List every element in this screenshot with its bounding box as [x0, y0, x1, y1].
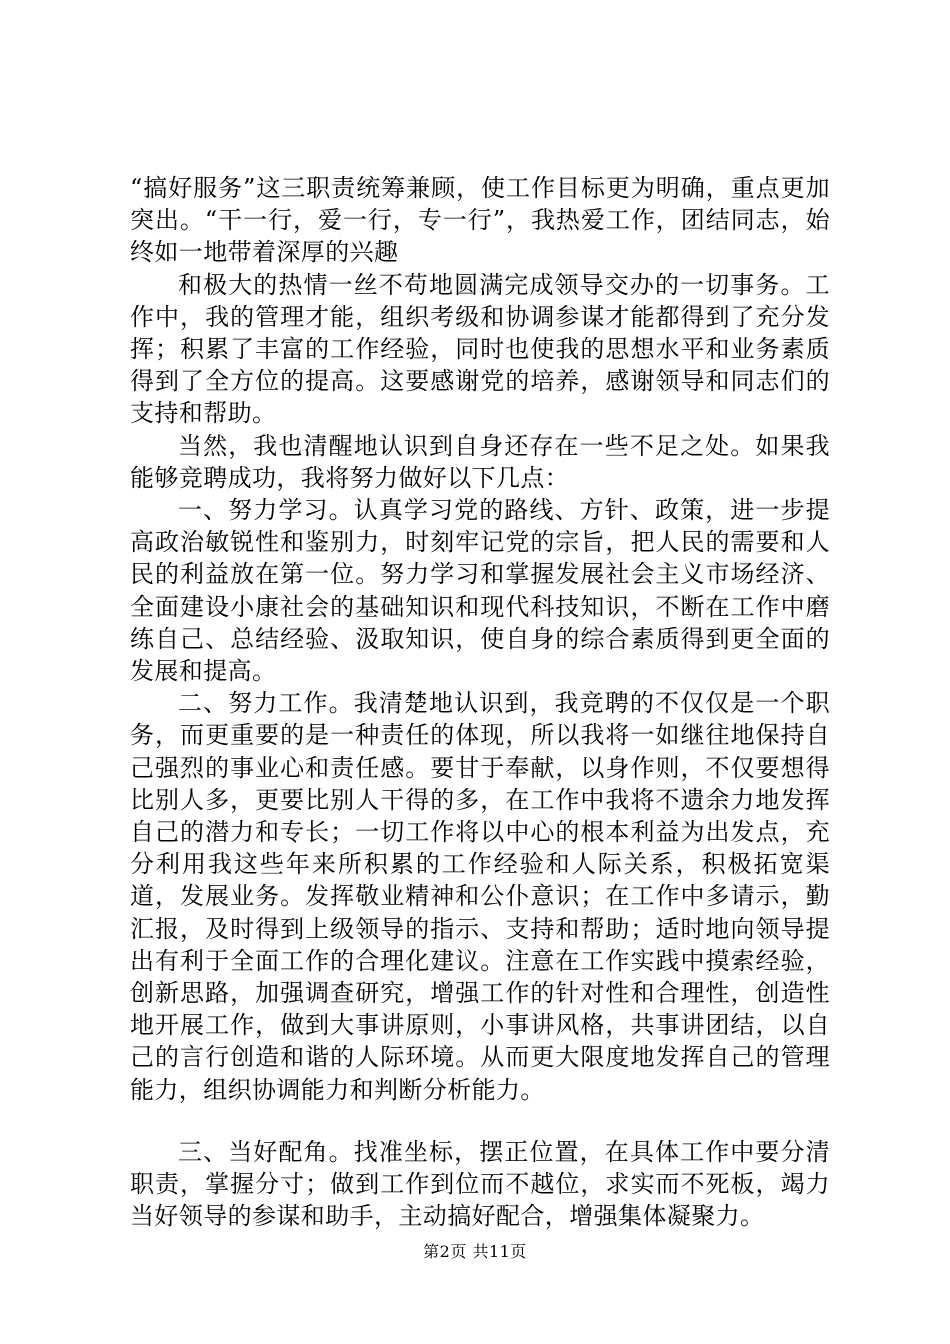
paragraph-work-performance: 和极大的热情一丝不苟地圆满完成领导交办的一切事务。工作中，我的管理才能，组织考级和协调参谋才能都得到了充分发挥；积累了丰富的工作经验，同时也使我的思想水平和业务素质得到了全方位的提高。这要感谢党的培养，感谢领导和同志们的支持和帮助。	[130, 270, 830, 428]
document-body	[130, 172, 830, 1233]
paragraph-continuation: “搞好服务”这三职责统筹兼顾，使工作目标更为明确，重点更加突出。“干一行，爱一行，专一行”，我热爱工作，团结同志，始终如一地带着深厚的兴趣	[130, 174, 830, 267]
page-number-label: 第2页 共11页	[423, 1242, 527, 1261]
paragraph-point-three-support-role: 三、当好配角。找准坐标，摆正位置，在具体工作中要分清职责，掌握分寸；做到工作到位而不越位，求实而不死板，竭力当好领导的参谋和助手，主动搞好配合，增强集体凝聚力。	[130, 1137, 830, 1231]
paragraph-point-two-work: 二、努力工作。我清楚地认识到，我竞聘的不仅仅是一个职务，而更重要的是一种责任的体现，所以我将一如继往地保持自己强烈的事业心和责任感。要甘于奉献，以身作则，不仅要想得比别人多，更要比别人干得的多，在工作中我将不遗余力地发挥自己的潜力和专长；一切工作将以中心的根本利益为出发点，充分利用我这些年来所积累的工作经验和人际关系，积极拓宽渠道，发展业务。发挥敬业精神和公仆意识；在工作中多请示，勤汇报，及时得到上级领导的指示、支持和帮助；适时地向领导提出有利于全面工作的合理化建议。注意在工作实践中摸索经验，创新思路，加强调查研究，增强工作的针对性和合理性，创造性地开展工作，做到大事讲原则，小事讲风格，共事讲团结，以自己的言行创造和谐的人际环境。从而更大限度地发挥自己的管理能力，组织协调能力和判断分析能力。	[130, 689, 830, 1104]
page-footer	[0, 1242, 950, 1262]
paragraph-point-one-study: 一、努力学习。认真学习党的路线、方针、政策，进一步提高政治敏锐性和鉴别力，时刻牢记党的宗旨，把人民的需要和人民的利益放在第一位。努力学习和掌握发展社会主义市场经济、全面建设小康社会的基础知识和现代科技知识，不断在工作中磨练自己、总结经验、汲取知识，使自身的综合素质得到更全面的发展和提高。	[130, 496, 830, 686]
paragraph-shortcomings: 当然，我也清醒地认识到自身还存在一些不足之处。如果我能够竞聘成功，我将努力做好以下几点：	[130, 431, 830, 492]
